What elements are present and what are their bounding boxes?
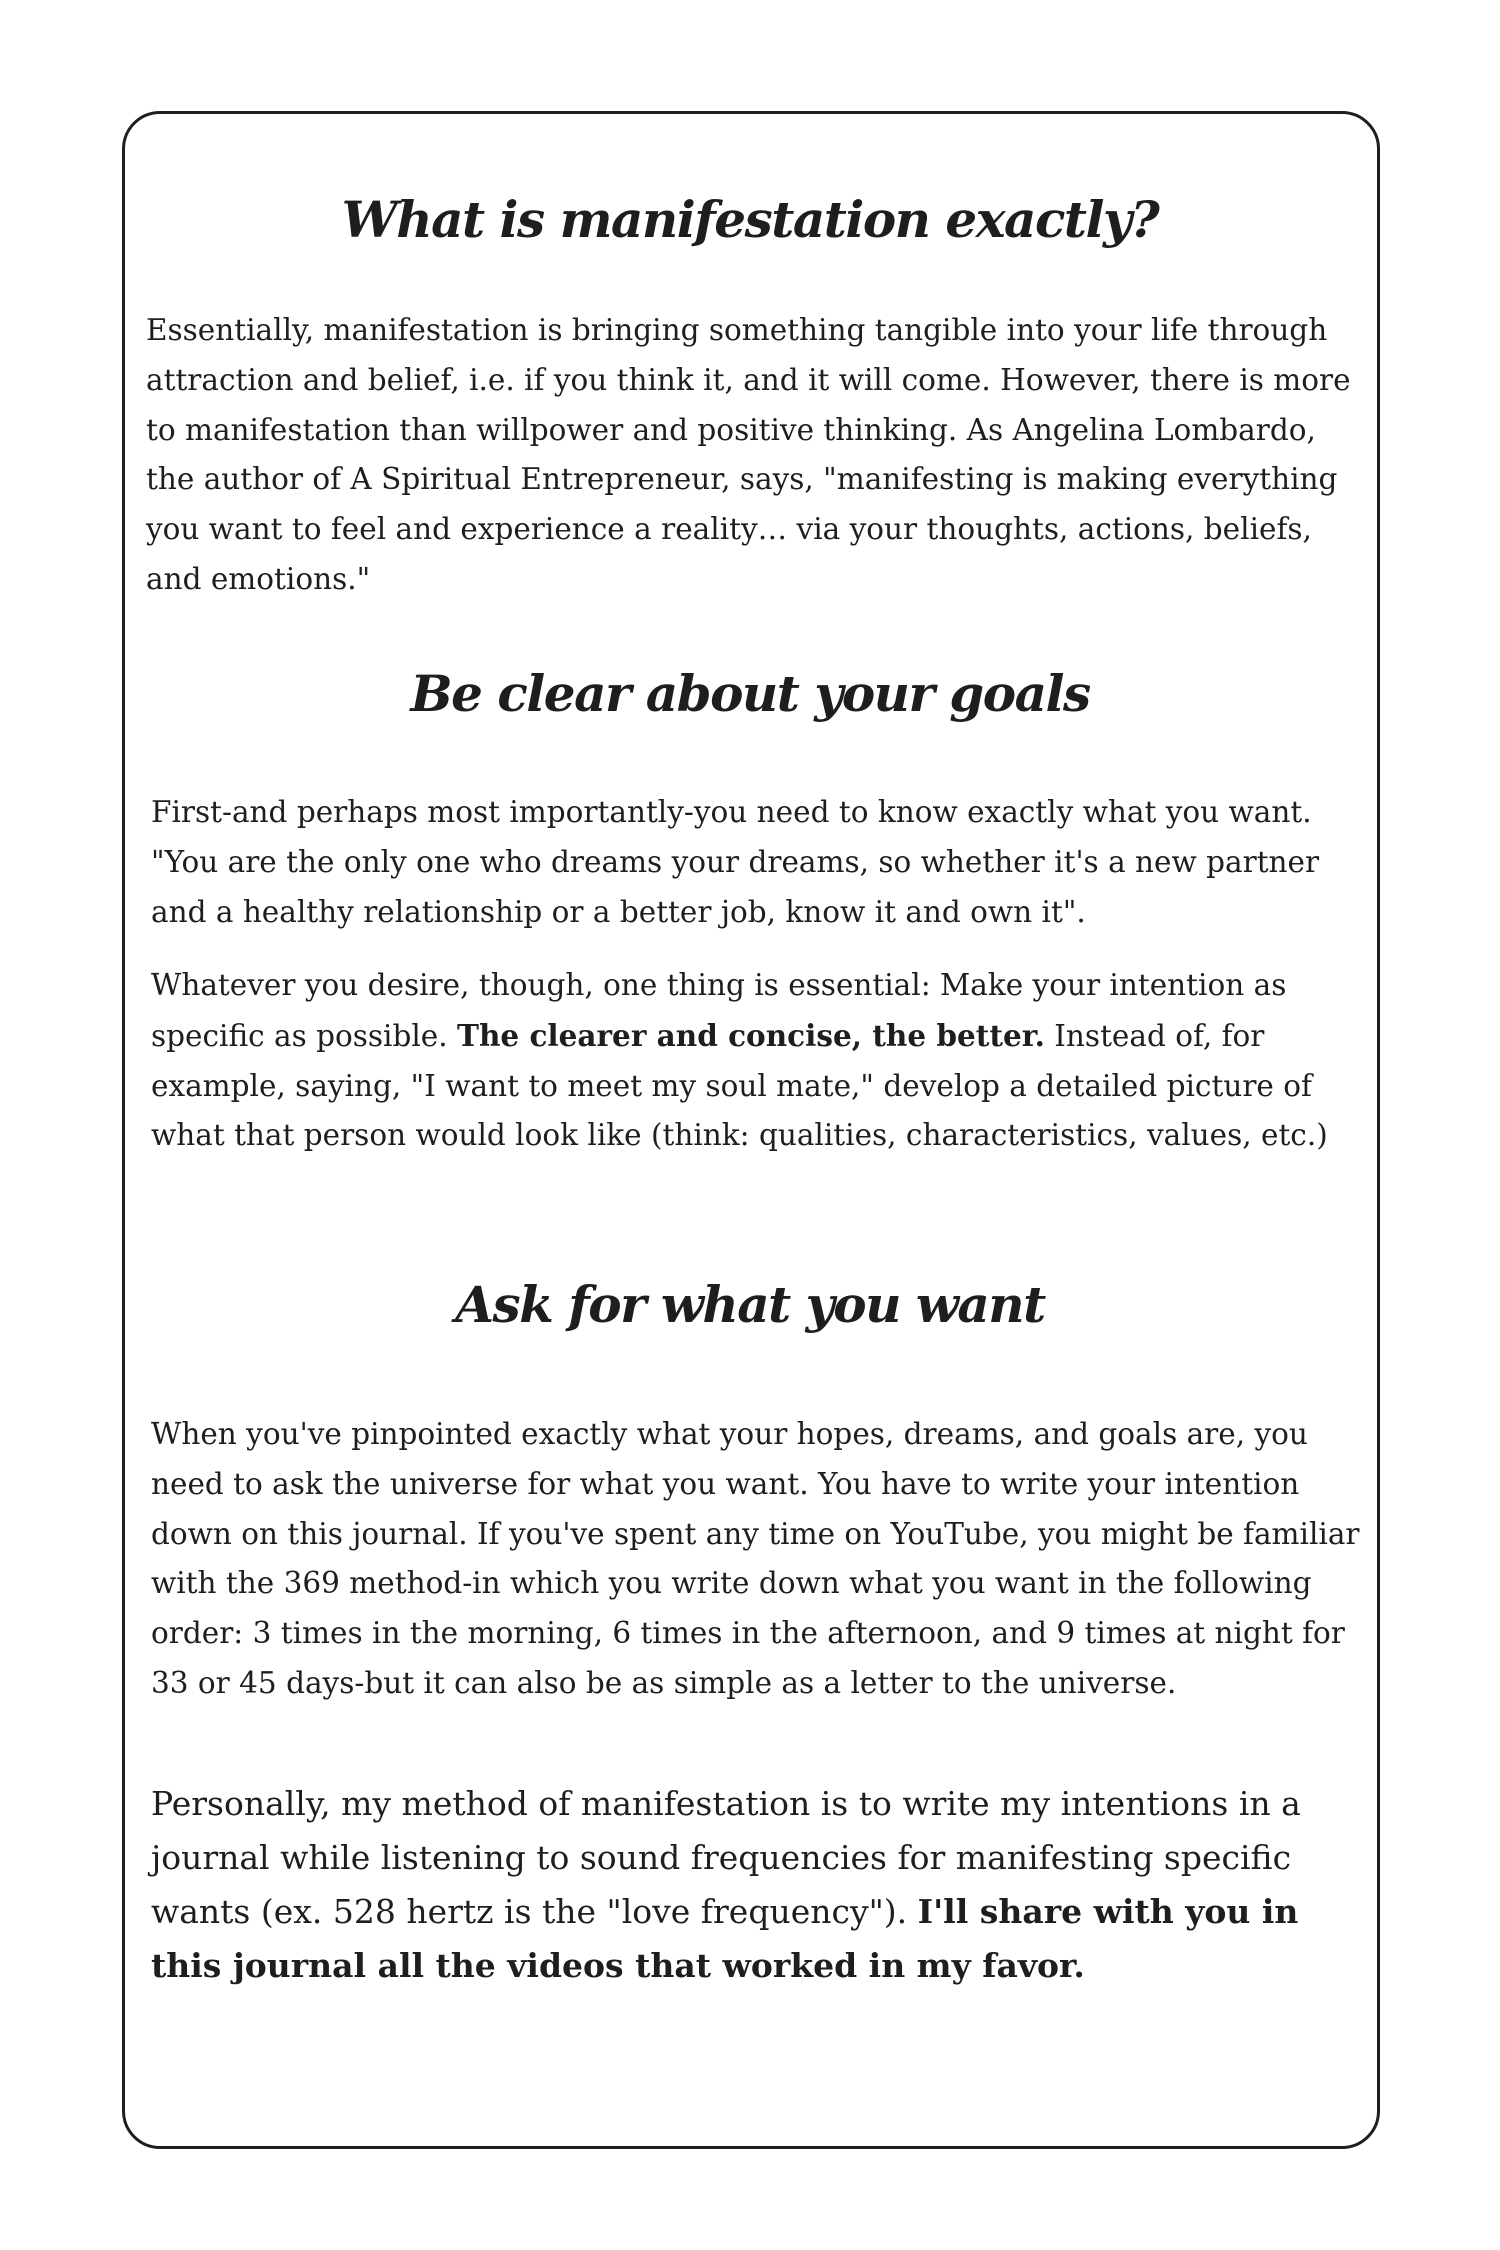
section-heading-clear-goals: Be clear about your goals [410,664,1090,723]
paragraph-text-after: Instead of, for example, saying, "I want to meet my soul mate," develop a detailed picture of what that person would look like (think: qualities, characteristics, values, etc.) [151,1018,1328,1153]
paragraph-specific-intention [151,961,1366,1161]
paragraph-ask-universe: When you've pinpointed exactly what your hopes, dreams, and goals are, you need to ask the universe for what you want. You have to write your intention down on this journal. If you've spent any time on YouTube, you might be familiar with the 369 method-in which you write down what you want in the following order: 3 times in the morning, 6 times in the afternoon, and 9 times at night for 33 or 45 days-but it can also be as simple as a letter to the universe. [151,1417,1360,1700]
emphasis-text: The clearer and concise, the better. [457,1017,1045,1053]
section-heading-manifestation: What is manifestation exactly? [341,190,1159,249]
paragraph-personal-method [151,1777,1366,1993]
section-heading-ask: Ask for what you want [455,1275,1045,1334]
paragraph-manifestation-definition: Essentially, manifestation is bringing something tangible into your life through attraction and belief, i.e. if you think it, and it will come. However, there is more to manifestation than willpower and positive thinking. As Angelina Lombardo, the author of A Spiritual Entrepreneur, says, "manifesting is making everything you want to feel and experience a reality… via your thoughts, actions, beliefs, and emotions." [146,313,1351,596]
emphasis-text: I'll share with you in this journal all the videos that worked in my favor. [151,1892,1299,1985]
paragraph-text-before: Whatever you desire, though, one thing is essential: Make your intention as specific as possible. [151,968,1287,1053]
paragraph-know-what-you-want: First-and perhaps most importantly-you need to know exactly what you want. "You are the only one who dreams your dreams, so whether it's a new partner and a healthy relationship or a better job, know it and own it". [151,795,1320,929]
paragraph-text-before: Personally, my method of manifestation is to write my intentions in a journal while listening to sound frequencies for manifesting specific wants (ex. 528 hertz is the "love frequency"). [151,1784,1301,1931]
